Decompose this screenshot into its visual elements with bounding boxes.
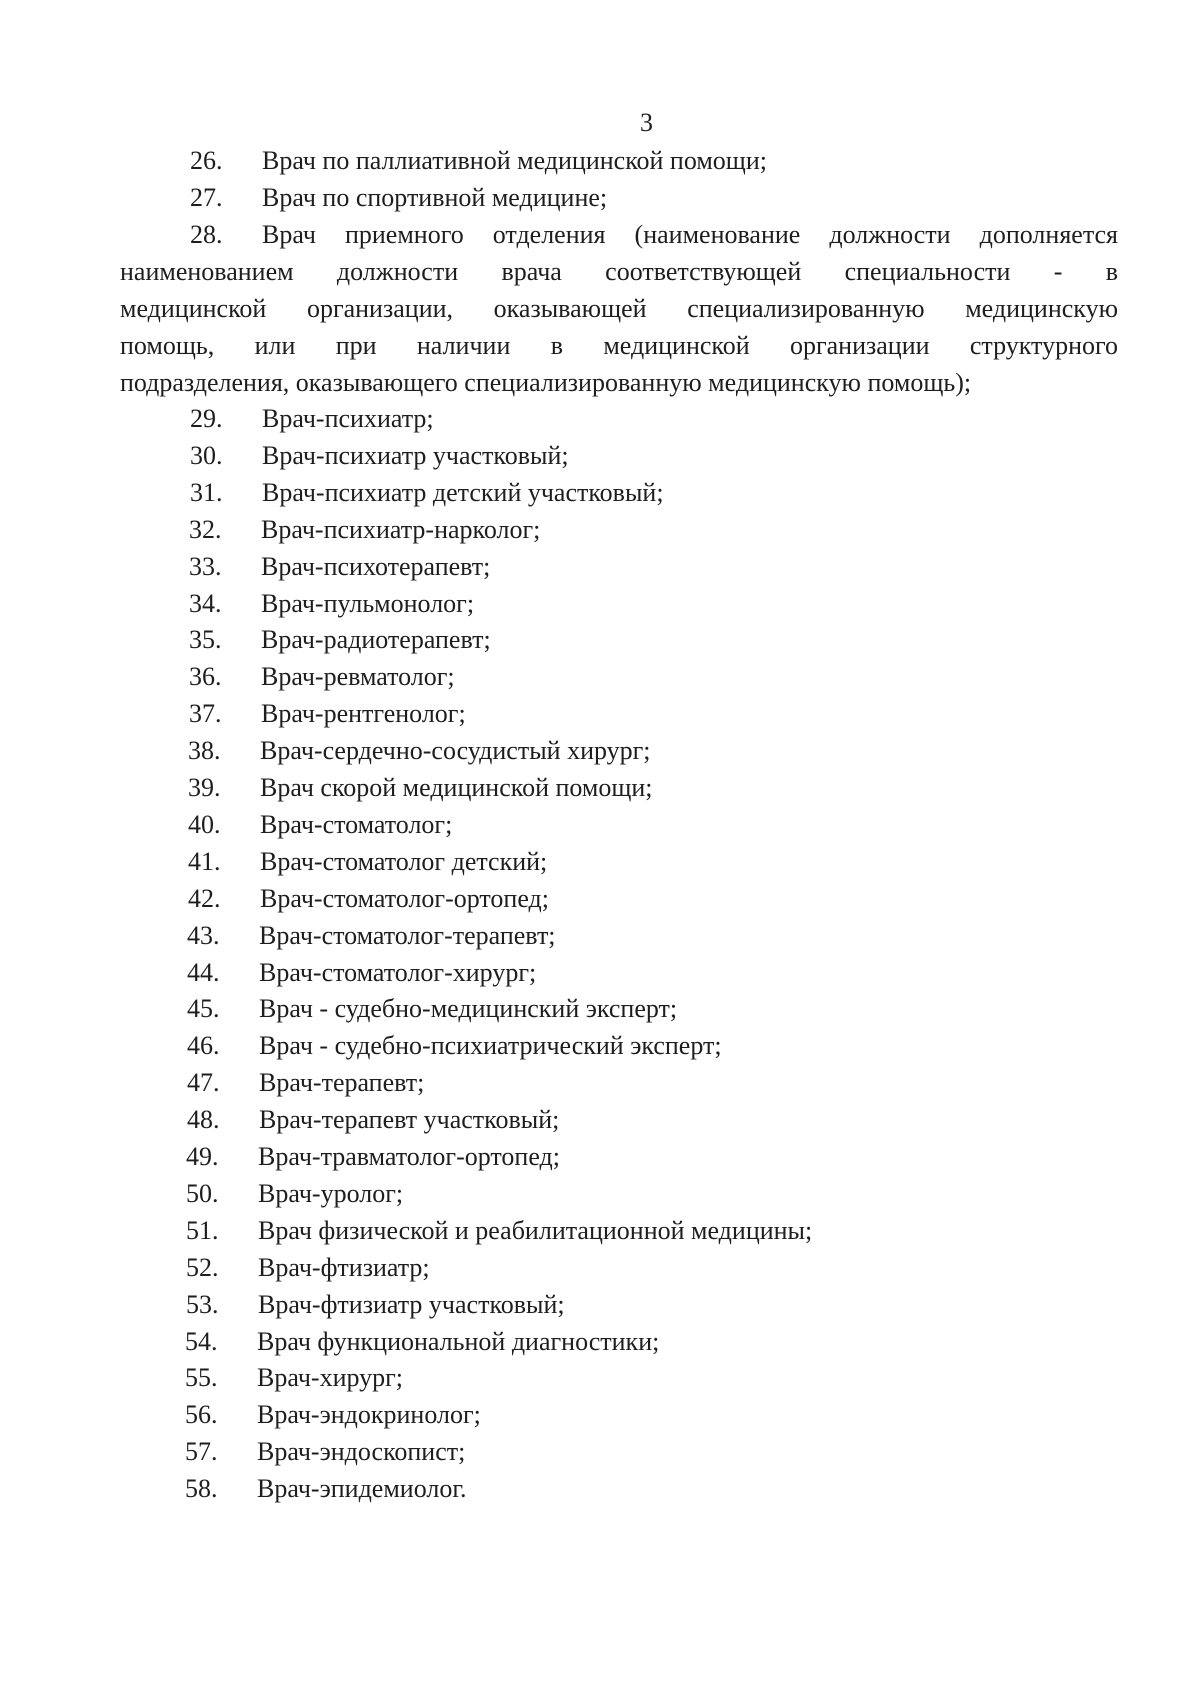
item-number: 44.	[187, 958, 220, 987]
item-number: 50.	[186, 1179, 219, 1208]
item-number: 32.	[189, 515, 222, 544]
item-text: Врач скорой медицинской помощи;	[260, 773, 653, 802]
item-number: 30.	[190, 441, 223, 470]
item-text: Врач-фтизиатр;	[258, 1253, 430, 1282]
item-text: Врач-рентгенолог;	[261, 699, 466, 728]
item-text: Врач-уролог;	[258, 1179, 404, 1208]
item-number: 45.	[187, 994, 220, 1023]
item-number: 58.	[185, 1474, 218, 1503]
item-number: 39.	[188, 773, 221, 802]
item-number: 42.	[188, 884, 221, 913]
item-text: Врач физической и реабилитационной медицины;	[258, 1216, 813, 1245]
item-number: 35.	[189, 625, 222, 654]
item-number: 55.	[185, 1363, 218, 1392]
item-text: Врач-фтизиатр участковый;	[258, 1290, 565, 1319]
item-text: Врач-психиатр;	[262, 404, 434, 433]
item-text: Врач-стоматолог-хирург;	[259, 958, 537, 987]
item-text: Врач-пульмонолог;	[261, 589, 475, 618]
item-number: 36.	[189, 662, 222, 691]
item-number: 53.	[186, 1290, 219, 1319]
item-text: Врач-стоматолог;	[260, 810, 453, 839]
item-number: 52.	[186, 1253, 219, 1282]
item-text: Врач по спортивной медицине;	[262, 183, 608, 212]
item-number: 47.	[187, 1068, 220, 1097]
item-text: Врач-психиатр-нарколог;	[261, 515, 541, 544]
item-number: 37.	[189, 699, 222, 728]
item-number: 28.	[190, 220, 223, 249]
item-text: Врач-стоматолог детский;	[260, 847, 548, 876]
paragraph-line: помощь, или при наличии в медицинской организации структурного	[120, 331, 1118, 360]
item-number: 43.	[187, 921, 220, 950]
paragraph-line: наименованием должности врача соответствующей специальности - в	[120, 257, 1118, 286]
paragraph-line: медицинской организации, оказывающей специализированную медицинскую	[120, 294, 1118, 323]
item-text: Врач-стоматолог-ортопед;	[260, 884, 549, 913]
item-number: 51.	[186, 1216, 219, 1245]
item-text: Врач-хирург;	[257, 1363, 404, 1392]
item-number: 34.	[189, 589, 222, 618]
item-text: Врач-психиатр участковый;	[262, 441, 569, 470]
item-number: 31.	[190, 478, 223, 507]
item-number: 48.	[187, 1105, 220, 1134]
item-text: Врач-сердечно-сосудистый хирург;	[260, 736, 651, 765]
item-number: 29.	[190, 404, 223, 433]
item-text: Врач-стоматолог-терапевт;	[259, 921, 556, 950]
item-number: 38.	[188, 736, 221, 765]
item-number: 27.	[190, 183, 223, 212]
item-text: Врач-терапевт участковый;	[259, 1105, 560, 1134]
item-text: Врач-психиатр детский участковый;	[262, 478, 664, 507]
item-text: Врач-ревматолог;	[261, 662, 455, 691]
page-number: 3	[640, 108, 653, 137]
item-text: Врач-радиотерапевт;	[261, 625, 491, 654]
paragraph-line: Врач приемного отделения (наименование должности дополняется	[262, 220, 1118, 249]
item-text: Врач-травматолог-ортопед;	[258, 1142, 560, 1171]
item-number: 49.	[186, 1142, 219, 1171]
item-text: Врач - судебно-психиатрический эксперт;	[259, 1031, 722, 1060]
item-number: 33.	[189, 552, 222, 581]
item-number: 40.	[188, 810, 221, 839]
item-number: 41.	[188, 847, 221, 876]
item-text: Врач-терапевт;	[259, 1068, 425, 1097]
item-text: Врач-психотерапевт;	[261, 552, 491, 581]
item-number: 56.	[185, 1400, 218, 1429]
item-text: Врач по паллиативной медицинской помощи;	[262, 146, 767, 175]
item-text: Врач функциональной диагностики;	[257, 1327, 660, 1356]
item-number: 26.	[190, 146, 223, 175]
item-text: Врач - судебно-медицинский эксперт;	[259, 994, 678, 1023]
item-number: 46.	[187, 1031, 220, 1060]
item-number: 54.	[185, 1327, 218, 1356]
item-number: 57.	[185, 1437, 218, 1466]
item-text: Врач-эндокринолог;	[257, 1400, 481, 1429]
paragraph-line: подразделения, оказывающего специализированную медицинскую помощь);	[120, 368, 972, 397]
item-text: Врач-эпидемиолог.	[257, 1474, 467, 1503]
item-text: Врач-эндоскопист;	[257, 1437, 466, 1466]
